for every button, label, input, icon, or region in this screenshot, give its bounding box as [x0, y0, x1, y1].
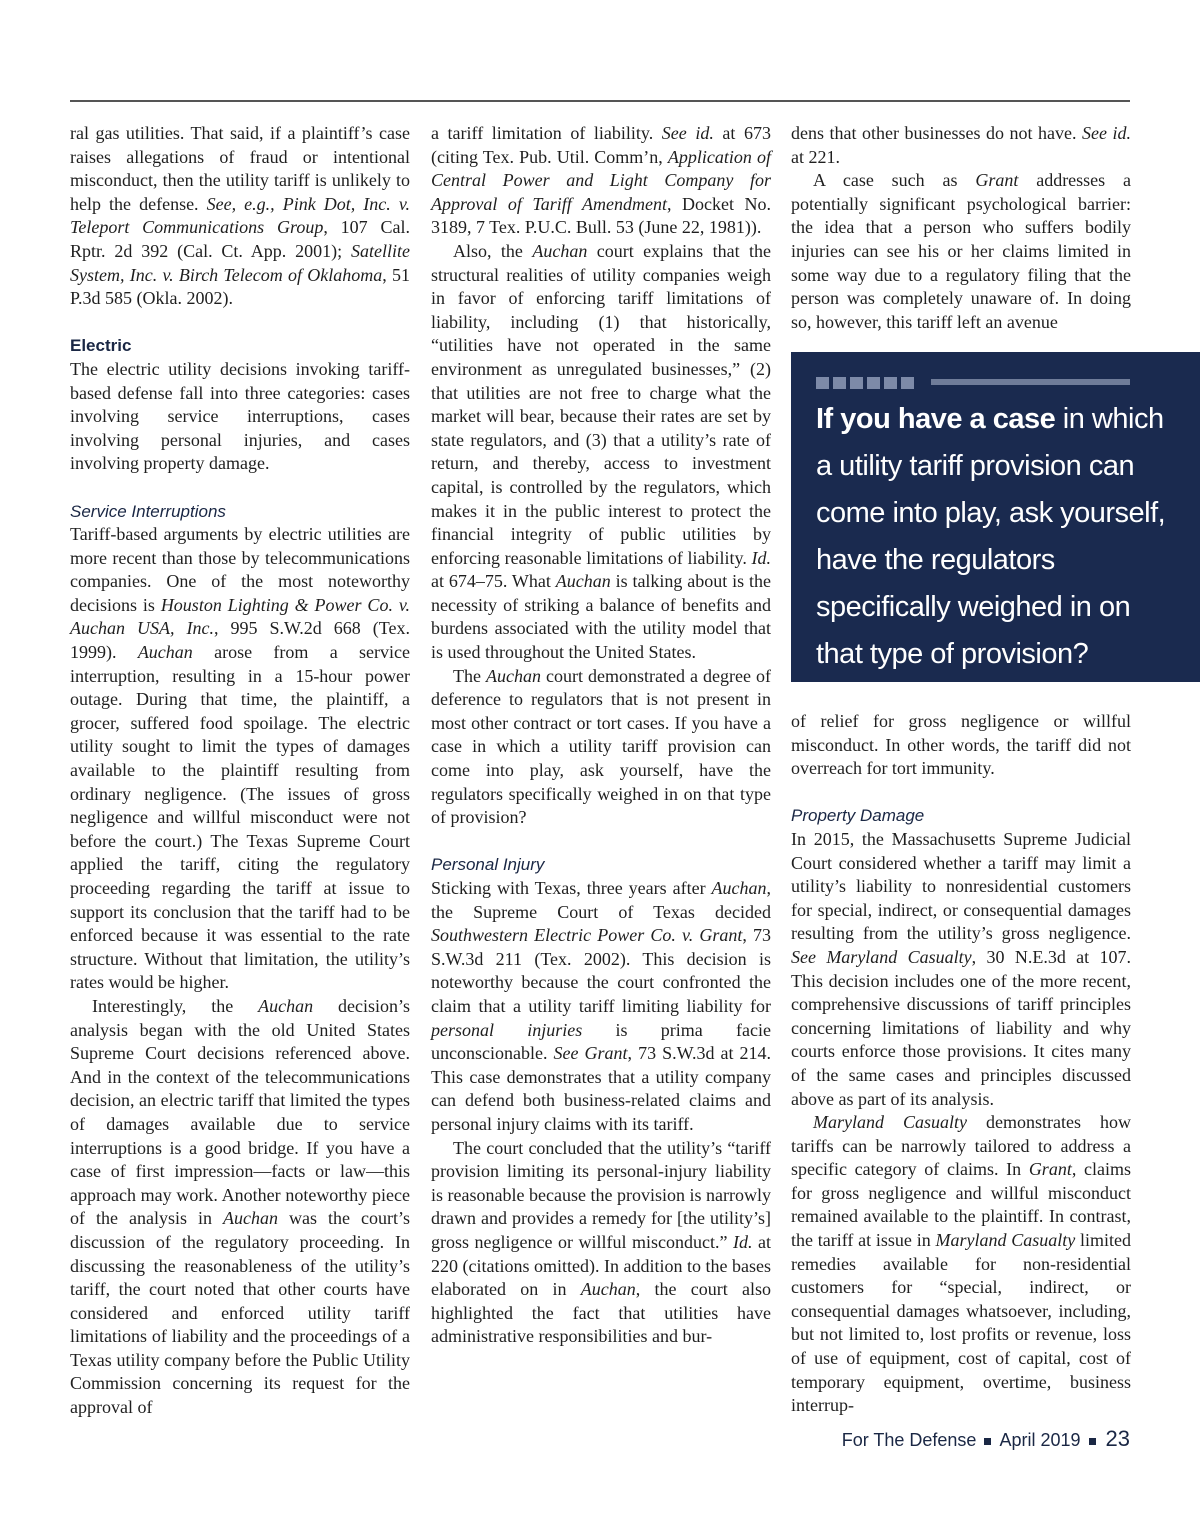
pull-quote-text: If you have a case in which a utility tariff provision can come into play, ask yourself, have the regulators specifically weighed in on that type of provision?: [816, 403, 1166, 670]
subheading-personal-injury: Personal Injury: [431, 855, 545, 875]
paragraph: Also, the Auchan court explains that the structural realities of utility companies weigh in favor of enforcing tariff limitations of liability, including (1) that historically, “utilities have not operated in the same environment as unregulated businesses,” (2) that utilities are not free to charge what the market will bear, because their rates are set by state regulators, and (3) that a utility’s rate of return, and thereby, access to investment capital, is controlled by the regulators, which makes it in the public interest to protect the financial integrity of public utilities by enforcing reasonable limitations of liability. Id. at 674–75. What Auchan is talking about is the necessity of striking a balance of benefits and burdens associated with the utility model that is used throughout the United States.: [431, 240, 772, 663]
paragraph: The Auchan court demonstrated a degree of deference to regulators that is not present in most other contract or tort cases. If you have a case in which a utility tariff provision can come into play, ask yourself, have the regulators specifically weighed in on that type of provision?: [431, 665, 772, 828]
paragraph: The electric utility decisions invoking tariff-based defense fall into three categories: cases involving service interruptions, cases involving personal injuries, and cases involving property damage.: [70, 358, 410, 474]
paragraph: Sticking with Texas, three years after Auchan, the Supreme Court of Texas decided Southwestern Electric Power Co. v. Grant, 73 S.W.3d 211 (Tex. 2002). This decision is noteworthy because the court confronted the claim that a utility tariff limiting liability for personal injuries is prima facie unconscionable. See Grant, 73 S.W.3d at 214. This case demonstrates that a utility company can defend both business-related claims and personal injury claims with its tariff.: [431, 878, 772, 1134]
column-3-bottom: [791, 710, 1131, 1418]
paragraph: ral gas utilities. That said, if a plaintiff’s case raises allegations of fraud or intentional misconduct, then the utility tariff is unlikely to help the defense. See, e.g., Pink Dot, Inc. v. Teleport Communications Group, 107 Cal. Rptr. 2d 392 (Cal. Ct. App. 2001); Satellite System, Inc. v. Birch Telecom of Oklahoma, 51 P.3d 585 (Okla. 2002).: [70, 123, 410, 309]
bullet-square-icon: [984, 1438, 991, 1445]
paragraph: dens that other businesses do not have. See id. at 221.: [791, 123, 1132, 167]
paragraph: Maryland Casualty demonstrates how tariffs can be narrowly tailored to address a specific category of claims. In Grant, claims for gross negligence and willful misconduct remained available to the plaintiff. In contrast, the tariff at issue in Maryland Casualty limited remedies available for non-residential customers for “special, indirect, or consequential damages whatsoever, including, but not limited to, lost profits or revenue, loss of use of equipment, cost of capital, cost of temporary equipment, overtime, business interrup-: [791, 1112, 1131, 1416]
paragraph: a tariff limitation of liability. See id. at 673 (citing Tex. Pub. Util. Comm’n, Application of Central Power and Light Company for Approval of Tariff Amendment, Docket No. 3189, 7 Tex. P.U.C. Bull. 53 (June 22, 1981)).: [431, 123, 771, 238]
page-footer: [842, 1426, 1130, 1452]
column-2: [431, 122, 771, 1349]
column-3-top: [791, 122, 1131, 334]
top-rule: [70, 100, 1130, 102]
paragraph: Interestingly, the Auchan decision’s analysis began with the old United States Supreme Court decisions referenced above. And in the context of the telecommunications decision, an electric tariff that limited the types of damages available due to service interruptions is a good bridge. If you have a case of first impression—facts or law—this approach may work. Another noteworthy piece of the analysis in Auchan was the court’s discussion of the regulatory proceeding. In discussing the reasonableness of the utility’s tariff, the court noted that other courts have considered and enforced utility tariff limitations of liability and the proceedings of a Texas utility company before the Public Utility Commission concerning its request for the approval of: [70, 995, 410, 1418]
column-1: [70, 122, 410, 1420]
bullet-square-icon: [1089, 1438, 1096, 1445]
pull-quote-squares-icon: [816, 376, 918, 388]
paragraph: of relief for gross negligence or willful misconduct. In other words, the tariff did not overreach for tort immunity.: [791, 711, 1131, 779]
pull-quote-box: [791, 352, 1200, 682]
issue-date: April 2019: [999, 1430, 1081, 1450]
publication-name: For The Defense: [841, 1430, 977, 1450]
paragraph: The court concluded that the utility’s “tariff provision limiting its personal-injury liability is reasonable because the provision is narrowly drawn and provides a remedy for [the utility’s] gross negligence or willful misconduct.” Id. at 220 (citations omitted). In addition to the bases elaborated on in Auchan, the court also highlighted the fact that utilities have administrative responsibilities and bur-: [431, 1137, 771, 1347]
subheading-property-damage: Property Damage: [791, 806, 925, 826]
section-heading-electric: Electric: [70, 336, 132, 356]
paragraph: A case such as Grant addresses a potentially significant psychological barrier: the idea that a person who suffers bodily injuries can see his or her claims limited in some way due to a regulatory filing that the person was completely unaware of. In doing so, however, this tariff left an avenue: [791, 170, 1132, 332]
subheading-service-interruptions: Service Interruptions: [70, 501, 226, 521]
page-number: 23: [1105, 1426, 1130, 1451]
paragraph: Tariff-based arguments by electric utilities are more recent than those by telecommunications companies. One of the most noteworthy decisions is Houston Lighting & Power Co. v. Auchan USA, Inc., 995 S.W.2d 668 (Tex. 1999). Auchan arose from a service interruption, resulting in a 15-hour power outage. During that time, the plaintiff, a grocer, suffered food spoilage. The electric utility sought to limit the types of damages available to the plaintiff resulting from ordinary negligence. (The issues of gross negligence and willful misconduct were not before the court.) The Texas Supreme Court applied the tariff, citing the regulatory proceeding regarding the tariff at issue to support its conclusion that the tariff had to be enforced because it was essential to the rate structure. Without that limitation, the utility’s rates would be higher.: [70, 524, 410, 993]
paragraph: In 2015, the Massachusetts Supreme Judicial Court considered whether a tariff may limit a utility’s liability to nonresidential customers for special, indirect, or consequential damages resulting from the utility’s gross negligence. See Maryland Casualty, 30 N.E.3d at 107. This decision includes one of the more recent, comprehensive discussions of tariff principles concerning limitations of liability and why courts enforce those provisions. It cites many of the same cases and principles discussed above as part of its analysis.: [791, 828, 1131, 1109]
